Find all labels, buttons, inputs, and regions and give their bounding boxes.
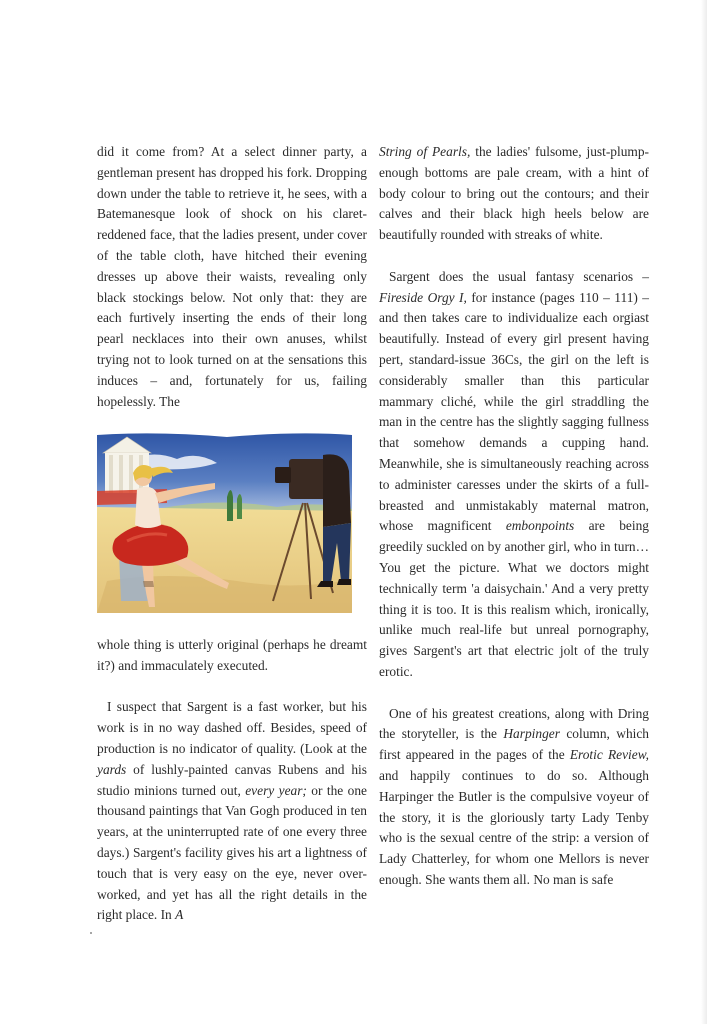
photographer-shoe-2 xyxy=(337,579,351,585)
right-paragraph-2 xyxy=(379,267,649,683)
right-paragraph-1 xyxy=(379,142,649,246)
temple-column-2 xyxy=(119,455,123,493)
right-p3-text-3: and happily continues to do so. Although Harpinger the Butler is the compulsive voyeur of the story, it is the gloriously tarty Lady Tenby who is the sexual centre of the strip: a version of Lady Chatterley, for whom one Mellors is never enough. She wants them all. No man is safe xyxy=(379,767,649,887)
right-p3-text-2: column, which first appeared in the pages of the xyxy=(379,726,649,763)
left-p3-emphasis-every-year: every year; xyxy=(245,782,307,798)
right-p3-title-harpinger: Harpinger xyxy=(503,726,560,742)
right-p2-text-1: Sargent does the usual fantasy scenarios – xyxy=(389,268,649,284)
stockings-band xyxy=(143,581,154,587)
camera-lens xyxy=(275,467,291,483)
temple-column-1 xyxy=(109,455,113,493)
left-p3-text-3: or the one thousand paintings that Van Gogh produced in ten years, at the uninterrupted rate of one every three days.) Sargent's facility gives his art a lightness of touch that is very easy on the eye, never over-worked, and yet has all the right details in the right place. In xyxy=(97,782,367,923)
watercolour-illustration xyxy=(97,431,352,613)
left-column-continued xyxy=(97,635,367,926)
left-column xyxy=(97,142,367,412)
right-p3-title-erotic-review: Erotic Review, xyxy=(569,747,649,763)
right-p2-title-fireside-orgy: Fireside Orgy I, xyxy=(379,289,467,305)
temple-column-3 xyxy=(129,455,133,493)
right-p2-text-2: for instance (pages 110 – 111) – and then takes care to individualize each orgiast beautifully. Instead of every girl present having pert, standard-issue 36Cs, the girl on the left is considerably smaller than this particular mammary cliché, while the girl straddling the man in the centre has the slightly sagging fullness that somehow demands a cupping hand. Meanwhile, she is simultaneously reaching across to administer caresses under the skirts of a full-breasted and unmistakably maternal matron, whose magnificent xyxy=(379,289,650,534)
cypress-1 xyxy=(227,490,233,521)
page-edge-shadow xyxy=(701,0,707,1024)
right-p2-text-3: are being greedily suckled on by another girl, who in turn… You get the picture. What we doctors might technically term 'a daisychain.' And a very pretty thing it is too. It is this realism which, ironically, unlike much real-life but unreal pornography, gives Sargent's art that electric jolt of the truly erotic. xyxy=(379,518,649,679)
right-p1-text: the ladies' fulsome, just-plump-enough bottoms are pale cream, with a hint of body colour to bring out the contours; and their calves and their black high heels below are beautifully rounded with streaks of white. xyxy=(379,144,649,243)
left-p3-emphasis-yards: yards xyxy=(97,761,127,777)
illustration-svg xyxy=(97,431,352,613)
left-paragraph-2: whole thing is utterly original (perhaps he dreamt it?) and immaculately executed. xyxy=(97,637,367,673)
left-p3-text-2: of lushly-painted canvas Rubens and his studio minions turned out, xyxy=(97,761,367,798)
left-paragraph-1: did it come from? At a select dinner party, a gentleman present has dropped his fork. Dropping down under the table to retrieve it, he sees, with a Batemanesque look of shock on his claret-reddened face, that the ladies present, under cover of the table cloth, have hitched their evening dresses up above their waists, revealing only black stockings below. Not only that: they are each furtively inserting the ends of their long pearl necklaces into their own anuses, whilst trying not to look turned on at the sensations this induces – and, fortunately for us, failing hopelessly. The xyxy=(97,144,367,409)
right-p1-title-string-of-pearls: String of Pearls, xyxy=(379,144,471,159)
right-paragraph-3 xyxy=(379,704,649,891)
right-p3-text-1: One of his greatest creations, along with Dring the storyteller, is the xyxy=(379,705,649,742)
left-p3-text-1: I suspect that Sargent is a fast worker, but his work is in no way dashed off. Besides, speed of production is no indicator of quality. (Look at the xyxy=(97,699,367,756)
camera-body xyxy=(289,459,327,499)
right-column xyxy=(379,142,649,891)
margin-mark xyxy=(90,932,92,934)
cypress-2 xyxy=(237,494,242,519)
right-p2-emphasis-embonpoints: embonpoints xyxy=(505,518,575,534)
left-paragraph-3 xyxy=(97,697,367,926)
left-p3-emphasis-title-start: A xyxy=(175,907,184,923)
photographer-cloth xyxy=(323,454,351,527)
